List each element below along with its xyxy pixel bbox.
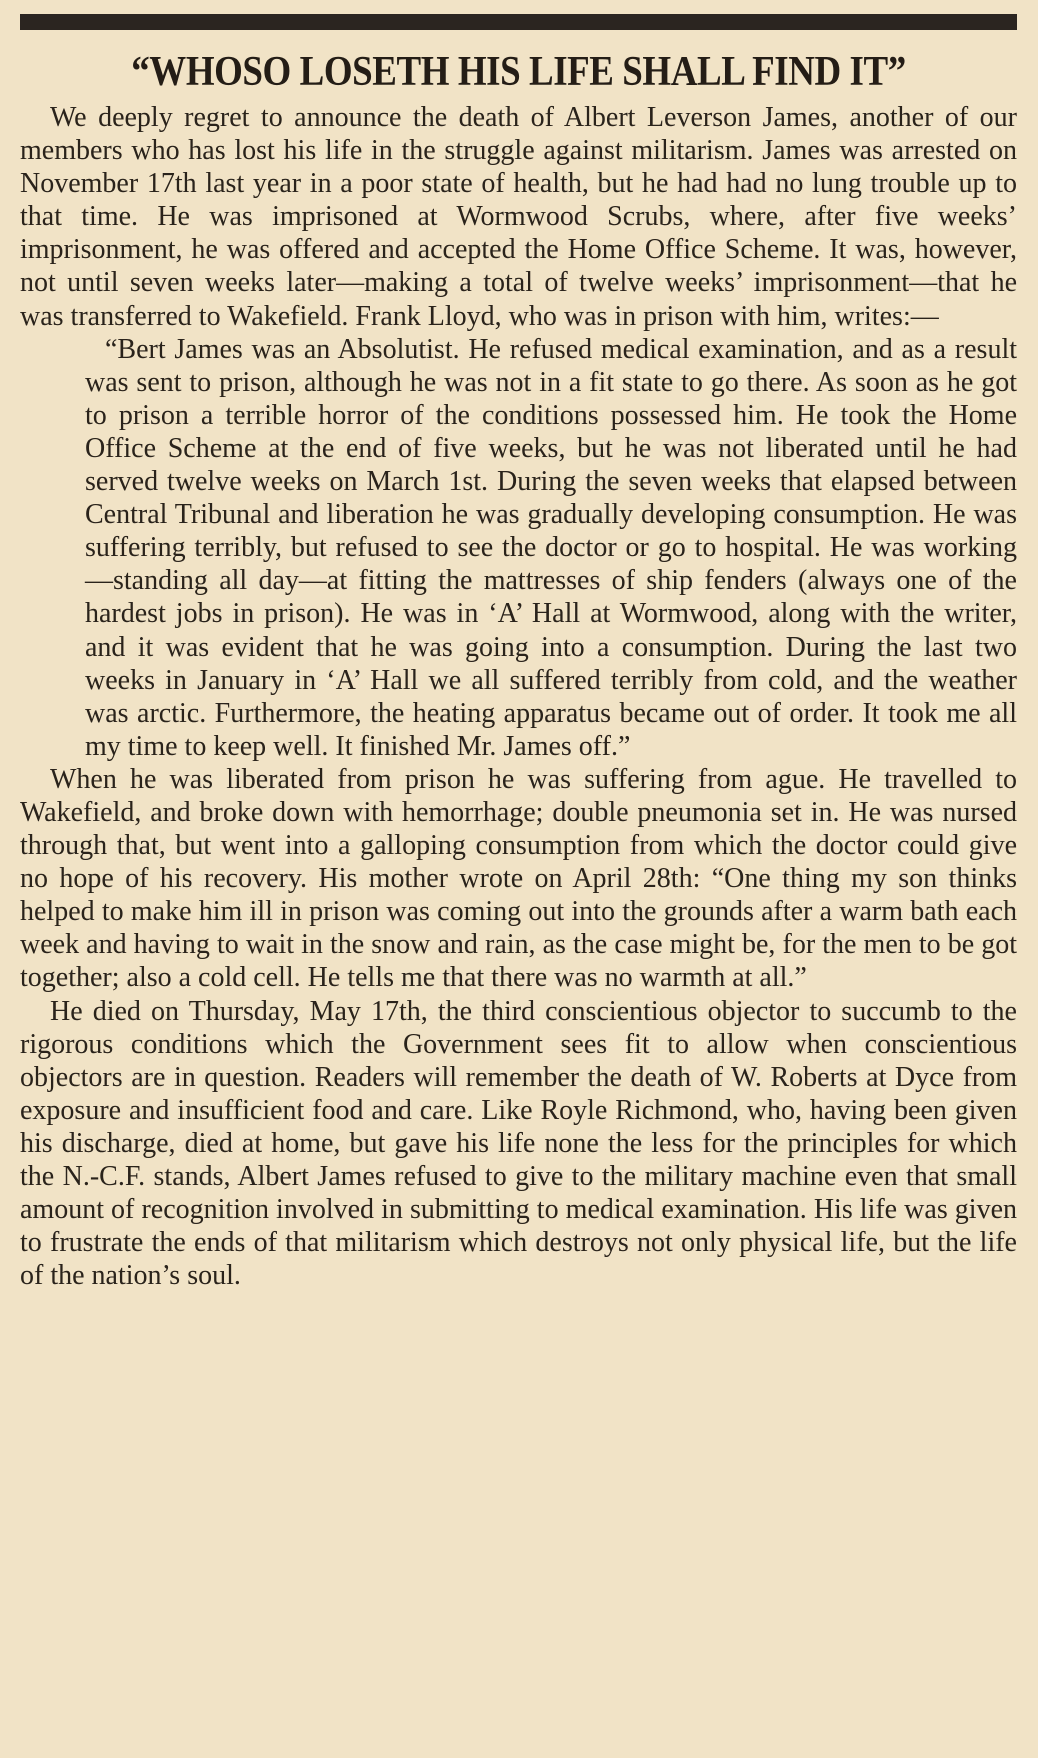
block-quote-frank-lloyd: “Bert James was an Absolutist. He refused medical examination, and as a result was sent to prison, although he was not in a fit state to go there. As soon as he got to prison a terrible horror of the conditions possessed him. He took the Home Office Scheme at the end of five weeks, but he was not liberated until he had served twelve weeks on March 1st. During the seven weeks that elapsed between Central Tribunal and liberation he was gradually developing consumption. He was suffering terribly, but refused to see the doctor or go to hospital. He was working—standing all day—at fitting the mattresses of ship fenders (always one of the hardest jobs in prison). He was in ‘A’ Hall at Wormwood, along with the writer, and it was evident that he was going into a consumption. During the last two weeks in January in ‘A’ Hall we all suffered terribly from cold, and the weather was arctic. Furthermore, the heating apparatus became out of order. It took me all my time to keep well. It finished Mr. James off.” [85,333,1017,762]
paragraph-intro: We deeply regret to announce the death of Albert Leverson James, another of our members who has lost his life in the struggle against militarism. James was arrested on November 17th last year in a poor state of health, but he had had no lung trouble up to that time. He was imprisoned at Wormwood Scrubs, where, after five weeks’ imprisonment, he was offered and accepted the Home Office Scheme. It was, however, not until seven weeks later—making a total of twelve weeks’ imprisonment—that he was transferred to Wakefield. Frank Lloyd, who was in prison with him, writes:— [20,102,1017,332]
paragraph-liberation: When he was liberated from prison he was suffering from ague. He travelled to Wakefield, and broke down with hemorrhage; double pneumonia set in. He was nursed through that, but went into a galloping consumption from which the doctor could give no hope of his recovery. His mother wrote on April 28th: “One thing my son thinks helped to make him ill in prison was coming out into the grounds after a warm bath each week and having to wait in the snow and rain, as the case might be, for the men to be got together; also a cold cell. He tells me that there was no warmth at all.” [20,763,1017,994]
article-body [20,101,1017,1292]
article-headline: “WHOSO LOSETH HIS LIFE SHALL FIND IT” [131,49,906,95]
top-rule [20,14,1017,30]
paragraph-death: He died on Thursday, May 17th, the third conscientious objector to succumb to the rigorous conditions which the Government sees fit to allow when conscientious objectors are in question. Readers will remember the death of W. Roberts at Dyce from exposure and insufficient food and care. Like Royle Richmond, who, having been given his discharge, died at home, but gave his life none the less for the principles for which the N.-C.F. stands, Albert James refused to give to the military machine even that small amount of recognition involved in submitting to medical examination. His life was given to frustrate the ends of that militarism which destroys not only physical life, but the life of the nation’s soul. [20,995,1017,1292]
